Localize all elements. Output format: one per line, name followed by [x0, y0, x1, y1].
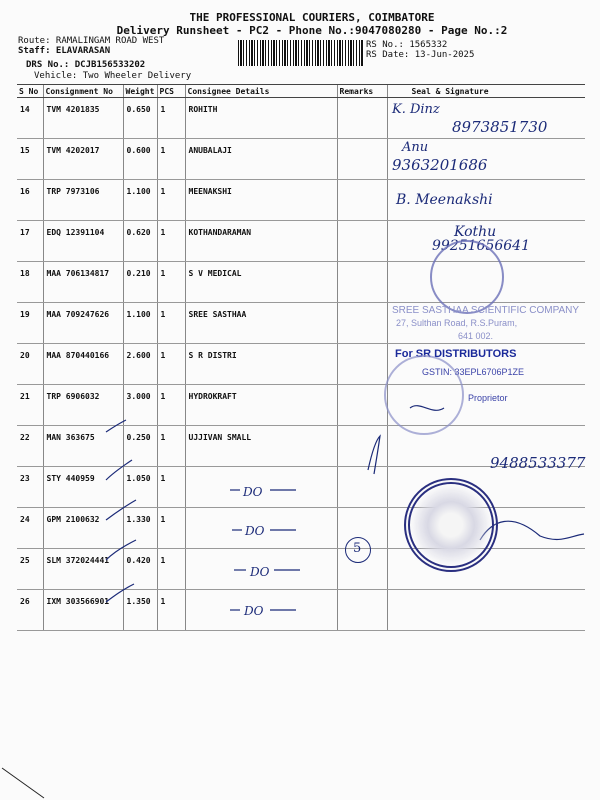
vehicle-label: Vehicle: Two Wheeler Delivery: [34, 71, 192, 81]
handwritten-phone-22: 9488533377: [490, 454, 586, 472]
drs-number: DRS No.: DCJB156533202: [26, 60, 146, 70]
cell-consignee: KOTHANDARAMAN: [185, 221, 337, 262]
cell-consignment: TRP 7973106: [43, 180, 123, 221]
cell-pcs: 1: [157, 508, 185, 549]
seal-stamp-distributors: [384, 355, 464, 435]
staff-label: Staff: ELAVARASAN: [18, 46, 111, 56]
cell-pcs: 1: [157, 180, 185, 221]
stamp-sastha-line3: 641 002.: [458, 331, 494, 341]
col-consignment: Consignment No: [43, 85, 123, 98]
cell-pcs: 1: [157, 262, 185, 303]
cell-sno: 23: [17, 467, 43, 508]
cell-consignee: S V MEDICAL: [185, 262, 337, 303]
do-mark-26: DO: [244, 604, 264, 618]
seal-stamp-svmedical: [430, 240, 504, 314]
cell-sno: 17: [17, 221, 43, 262]
col-pcs: PCS: [157, 85, 185, 98]
cell-weight: 1.350: [123, 590, 157, 631]
cell-consignee: HYDROKRAFT: [185, 385, 337, 426]
signature-16: B. Meenakshi: [396, 192, 493, 208]
cell-consignee: ANUBALAJI: [185, 139, 337, 180]
cell-sno: 16: [17, 180, 43, 221]
circled-number-text: 5: [353, 541, 362, 556]
col-sno: S No: [17, 85, 43, 98]
col-weight: Weight: [123, 85, 157, 98]
handwritten-phone-15: 9363201686: [392, 156, 488, 174]
cell-consignment: STY 440959: [43, 467, 123, 508]
seal-stamp-round: [404, 478, 498, 572]
cell-sno: 15: [17, 139, 43, 180]
cell-pcs: 1: [157, 590, 185, 631]
cell-weight: 1.100: [123, 180, 157, 221]
cell-sno: 25: [17, 549, 43, 590]
cell-weight: 0.420: [123, 549, 157, 590]
cell-weight: 0.650: [123, 98, 157, 139]
do-mark-24: DO: [245, 524, 265, 538]
col-remarks: Remarks: [337, 85, 387, 98]
stamp-distri-line2: GSTIN: 33EPL6706P1ZE: [422, 367, 525, 377]
signature-14: K. Dinz: [392, 102, 440, 117]
cell-consignee: MEENAKSHI: [185, 180, 337, 221]
cell-sno: 18: [17, 262, 43, 303]
rs-date: RS Date: 13-Jun-2025: [366, 50, 475, 60]
cell-sno: 19: [17, 303, 43, 344]
cell-sno: 24: [17, 508, 43, 549]
cell-consignment: TVM 4202017: [43, 139, 123, 180]
cell-consignment: GPM 2100632: [43, 508, 123, 549]
cell-weight: 1.100: [123, 303, 157, 344]
cell-consignee: S R DISTRI: [185, 344, 337, 385]
signature-15: Anu: [402, 140, 429, 155]
cell-consignment: MAA 706134817: [43, 262, 123, 303]
cell-weight: 1.050: [123, 467, 157, 508]
col-consignee: Consignee Details: [185, 85, 337, 98]
cell-pcs: 1: [157, 467, 185, 508]
col-seal-signature: Seal & Signature: [387, 85, 585, 98]
handwritten-phone-14: 8973851730: [452, 118, 548, 136]
cell-pcs: 1: [157, 549, 185, 590]
cell-pcs: 1: [157, 385, 185, 426]
signature-17: Kothu: [454, 224, 497, 240]
cell-weight: 0.600: [123, 139, 157, 180]
cell-pcs: 1: [157, 344, 185, 385]
stamp-distri-line1: For SR DISTRIBUTORS: [395, 348, 517, 360]
cell-weight: 1.330: [123, 508, 157, 549]
cell-consignment: IXM 303566901: [43, 590, 123, 631]
cell-consignment: TRP 6906032: [43, 385, 123, 426]
route-label: Route: RAMALINGAM ROAD WEST: [18, 36, 165, 46]
cell-pcs: 1: [157, 98, 185, 139]
cell-weight: 0.210: [123, 262, 157, 303]
cell-pcs: 1: [157, 426, 185, 467]
cell-consignment: MAN 363675: [43, 426, 123, 467]
stamp-distri-line3: Proprietor: [468, 393, 508, 403]
cell-sno: 22: [17, 426, 43, 467]
cell-weight: 3.000: [123, 385, 157, 426]
handwritten-phone-17: 99251656641: [432, 238, 530, 254]
company-title: THE PROFESSIONAL COURIERS, COIMBATORE: [189, 11, 435, 24]
cell-consignment: MAA 709247626: [43, 303, 123, 344]
do-mark-23: DO: [243, 485, 263, 499]
cell-sno: 21: [17, 385, 43, 426]
cell-consignee: UJJIVAN SMALL: [185, 426, 337, 467]
cell-consignee: SREE SASTHAA: [185, 303, 337, 344]
stamp-sastha-line2: 27, Sulthan Road, R.S.Puram,: [396, 318, 518, 328]
cell-weight: 0.250: [123, 426, 157, 467]
cell-sno: 26: [17, 590, 43, 631]
cell-consignment: EDQ 12391104: [43, 221, 123, 262]
cell-consignment: MAA 870440166: [43, 344, 123, 385]
cell-consignment: SLM 372024441: [43, 549, 123, 590]
cell-weight: 2.600: [123, 344, 157, 385]
cell-pcs: 1: [157, 221, 185, 262]
cell-consignee: ROHITH: [185, 98, 337, 139]
cell-weight: 0.620: [123, 221, 157, 262]
stamp-sastha-line1: SREE SASTHAA SCIENTIFIC COMPANY: [392, 305, 580, 316]
cell-pcs: 1: [157, 303, 185, 344]
cell-pcs: 1: [157, 139, 185, 180]
cell-consignment: TVM 4201835: [43, 98, 123, 139]
runsheet-subtitle: Delivery Runsheet - PC2 - Phone No.:9047080280 - Page No.:2: [116, 24, 508, 37]
rs-number: RS No.: 1565332: [366, 40, 448, 50]
cell-sno: 14: [17, 98, 43, 139]
cell-sno: 20: [17, 344, 43, 385]
do-mark-25: DO: [250, 565, 270, 579]
